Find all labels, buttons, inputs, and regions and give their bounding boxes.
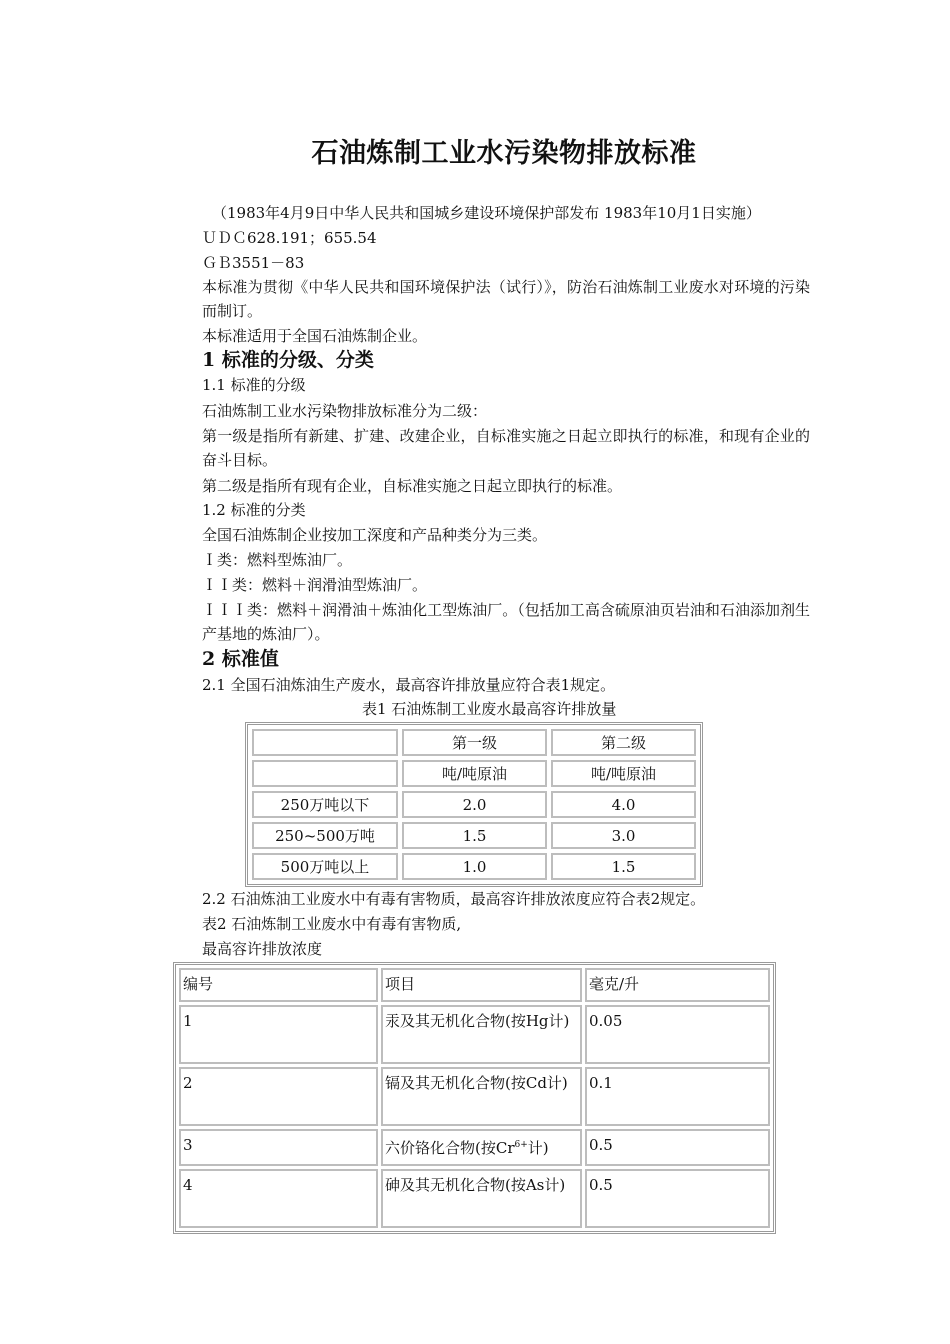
standard-2-2: 2.2 石油炼油工业废水中有毒有害物质，最高容许排放浓度应符合表2规定。 — [202, 890, 706, 908]
table-header-row — [252, 729, 696, 756]
table-row — [179, 1169, 770, 1228]
table-cell: 250万吨以下 — [252, 791, 398, 818]
table-cell: 2 — [179, 1067, 378, 1126]
table-row — [252, 791, 696, 818]
table-unit-cell — [252, 760, 398, 787]
item-text: 计) — [527, 1139, 549, 1157]
table-cell: 镉及其无机化合物(按Cd计) — [381, 1067, 582, 1126]
table-cell: 4.0 — [551, 791, 696, 818]
superscript: 6+ — [514, 1140, 528, 1150]
table-cell: 1.5 — [402, 822, 547, 849]
section-2-heading: 2 标准值 — [202, 648, 279, 670]
table-row — [179, 1005, 770, 1064]
table-cell: 砷及其无机化合物(按As计) — [381, 1169, 582, 1228]
table-cell: 1.5 — [551, 853, 696, 880]
category-1: Ｉ类：燃料型炼油厂。 — [202, 551, 353, 569]
categories-paragraph: 全国石油炼制企业按加工深度和产品种类分为三类。 — [202, 526, 548, 544]
table-header-cell: 项目 — [381, 968, 582, 1002]
table-row — [252, 853, 696, 880]
gb-code: ＧＢ3551－83 — [202, 254, 305, 272]
table-cell: 0.1 — [585, 1067, 770, 1126]
table-cell: 1 — [179, 1005, 378, 1064]
table-cell: 0.5 — [585, 1169, 770, 1228]
document-title: 石油炼制工业水污染物排放标准 — [311, 138, 697, 169]
table-cell: 1.0 — [402, 853, 547, 880]
udc-code: ＵＤＣ628.191；655.54 — [202, 229, 377, 247]
item-text: 六价铬化合物(按Cr — [385, 1139, 515, 1157]
discharge-volume-table — [245, 722, 703, 887]
level-one-paragraph: 第一级是指所有新建、扩建、改建企业，自标准实施之日起立即执行的标准，和现有企业的奋斗目标。 — [202, 427, 810, 469]
table-cell: 3 — [179, 1129, 378, 1166]
table-header-cell — [252, 729, 398, 756]
table-header-cell: 编号 — [179, 968, 378, 1002]
table-unit-row — [252, 760, 696, 787]
table-cell: 0.5 — [585, 1129, 770, 1166]
table-2-caption-line-1: 表2 石油炼制工业废水中有毒有害物质, — [202, 915, 462, 933]
table-2-caption-line-2: 最高容许排放浓度 — [202, 940, 323, 958]
scope-paragraph: 本标准适用于全国石油炼制企业。 — [202, 327, 428, 345]
intro-paragraph: 本标准为贯彻《中华人民共和国环境保护法（试行）》，防治石油炼制工业废水对环境的污染而制订。 — [202, 278, 810, 320]
table-cell: 汞及其无机化合物(按Hg计) — [381, 1005, 582, 1064]
section-1-heading: 1 标准的分级、分类 — [202, 349, 374, 371]
table-cell — [381, 1129, 582, 1166]
category-3: ＩＩＩ类：燃料＋润滑油＋炼油化工型炼油厂。（包括加工高含硫原油页岩油和石油添加剂生产基地的炼油厂）。 — [202, 601, 810, 643]
table-1-caption: 表1 石油炼制工业废水最高容许排放量 — [362, 700, 617, 718]
table-header-cell: 毫克/升 — [585, 968, 770, 1002]
table-cell: 2.0 — [402, 791, 547, 818]
table-cell: 500万吨以上 — [252, 853, 398, 880]
level-two-paragraph: 第二级是指所有现有企业，自标准实施之日起立即执行的标准。 — [202, 477, 623, 495]
publish-note: （1983年4月9日中华人民共和国城乡建设环境保护部发布 1983年10月1日实施） — [212, 204, 761, 222]
toxic-substances-table — [173, 962, 776, 1234]
table-unit-cell: 吨/吨原油 — [551, 760, 696, 787]
category-2: ＩＩ类：燃料＋润滑油型炼油厂。 — [202, 576, 428, 594]
table-cell: 250~500万吨 — [252, 822, 398, 849]
table-header-cell: 第一级 — [402, 729, 547, 756]
table-cell: 3.0 — [551, 822, 696, 849]
table-cell: 0.05 — [585, 1005, 770, 1064]
table-cell: 4 — [179, 1169, 378, 1228]
table-row — [179, 1067, 770, 1126]
subsection-1-1: 1.1 标准的分级 — [202, 376, 306, 394]
levels-paragraph: 石油炼制工业水污染物排放标准分为二级： — [202, 402, 488, 420]
table-row — [179, 1129, 770, 1166]
table-row — [252, 822, 696, 849]
table-header-cell: 第二级 — [551, 729, 696, 756]
table-unit-cell: 吨/吨原油 — [402, 760, 547, 787]
standard-2-1: 2.1 全国石油炼油生产废水，最高容许排放量应符合表1规定。 — [202, 676, 616, 694]
table-header-row — [179, 968, 770, 1002]
subsection-1-2: 1.2 标准的分类 — [202, 501, 306, 519]
